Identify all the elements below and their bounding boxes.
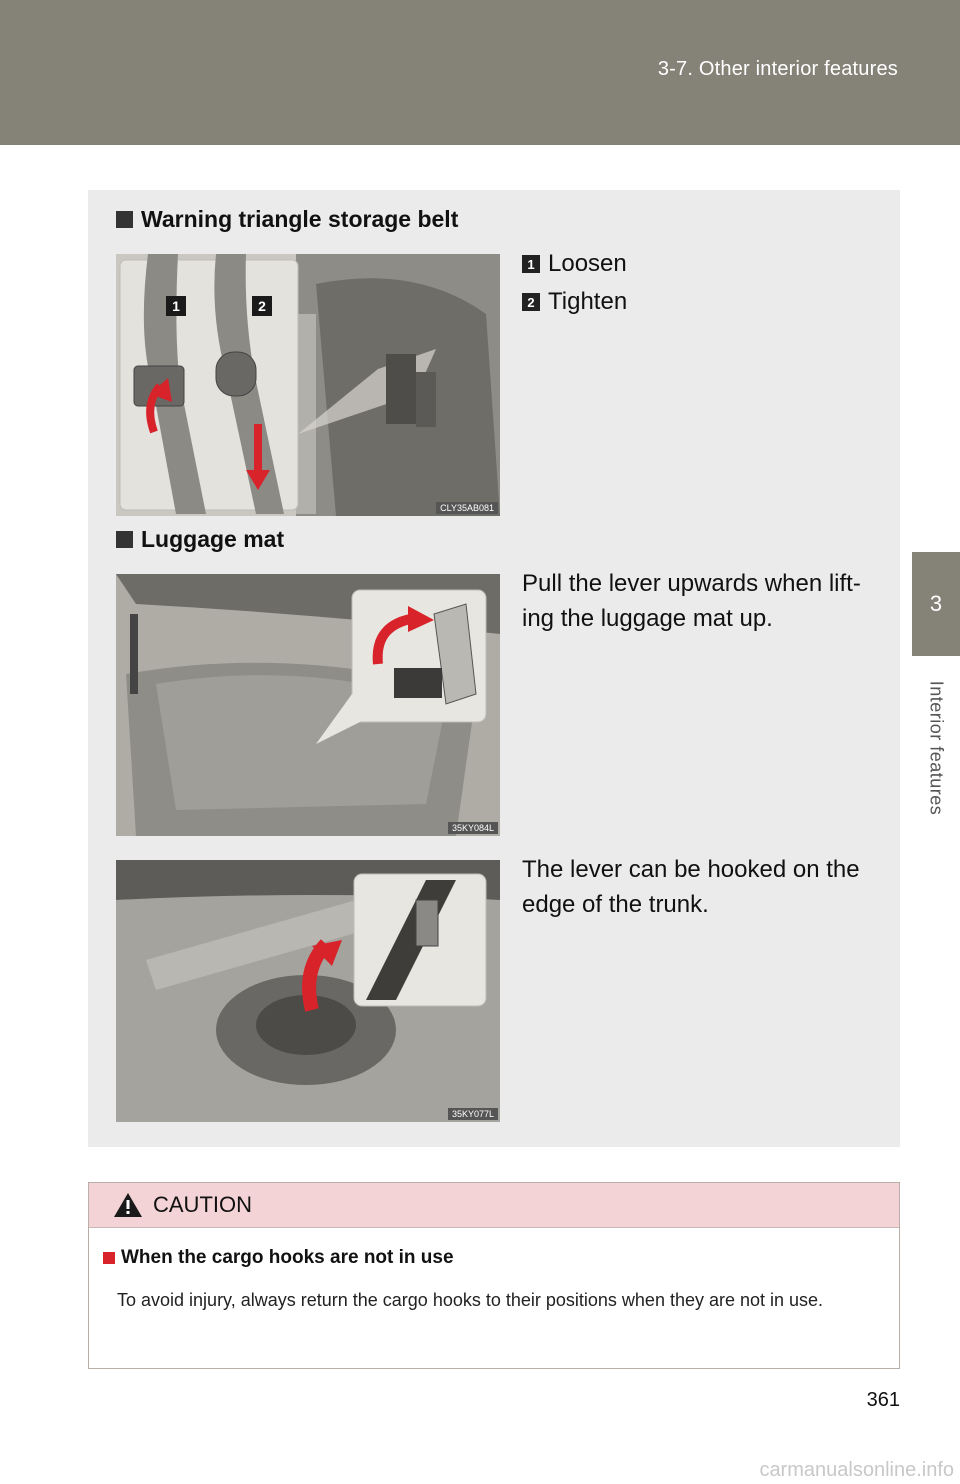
warning-triangle-figure: [116, 254, 500, 516]
callout-tighten: 2 Tighten: [522, 288, 627, 316]
callout-loosen: 1 Loosen: [522, 250, 627, 278]
caution-text: To avoid injury, always return the cargo hooks to their positions when they are not in use.: [117, 1290, 824, 1310]
luggage-mat-figure-1: [116, 574, 500, 836]
luggage-mat-figure-2: [116, 860, 500, 1122]
square-bullet-icon: [116, 211, 133, 228]
red-square-bullet-icon: [103, 1252, 115, 1264]
luggage-mat-heading: Luggage mat: [116, 526, 284, 553]
luggage-mat-text-2: The lever can be hooked on the edge of the trunk.: [522, 856, 860, 918]
section-title: 3-7. Other interior features: [657, 58, 898, 80]
caution-subheading: When the cargo hooks are not in use: [103, 1247, 454, 1269]
luggage-mat-lever-illustration: [116, 574, 500, 836]
caution-label: CAUTION: [153, 1192, 252, 1217]
figure-badge-1: 1: [172, 298, 180, 314]
lever-hooked-illustration: [116, 860, 500, 1122]
caution-box: [88, 1182, 900, 1369]
number-badge-2: 2: [522, 293, 540, 311]
square-bullet-icon: [116, 531, 133, 548]
trunk-belt-illustration: [116, 254, 500, 516]
luggage-mat-text-1: Pull the lever upwards when lift- ing the luggage mat up.: [522, 570, 861, 632]
header-bar: [0, 0, 960, 145]
figure-badge-2: 2: [258, 298, 266, 314]
chapter-number: 3: [929, 591, 943, 616]
figure-code: 35KY084L: [448, 822, 498, 834]
page-number: 361: [866, 1389, 900, 1411]
chapter-label: Interior features: [926, 680, 947, 816]
number-badge-1: 1: [522, 255, 540, 273]
chapter-tab: [912, 552, 960, 656]
figure-code: CLY35AB081: [436, 502, 498, 514]
caution-header: [89, 1183, 899, 1228]
watermark: carmanualsonline.info: [759, 1459, 954, 1481]
figure-code: 35KY077L: [448, 1108, 498, 1120]
warning-triangle-icon: [113, 1192, 143, 1218]
warning-triangle-heading: Warning triangle storage belt: [116, 206, 458, 233]
